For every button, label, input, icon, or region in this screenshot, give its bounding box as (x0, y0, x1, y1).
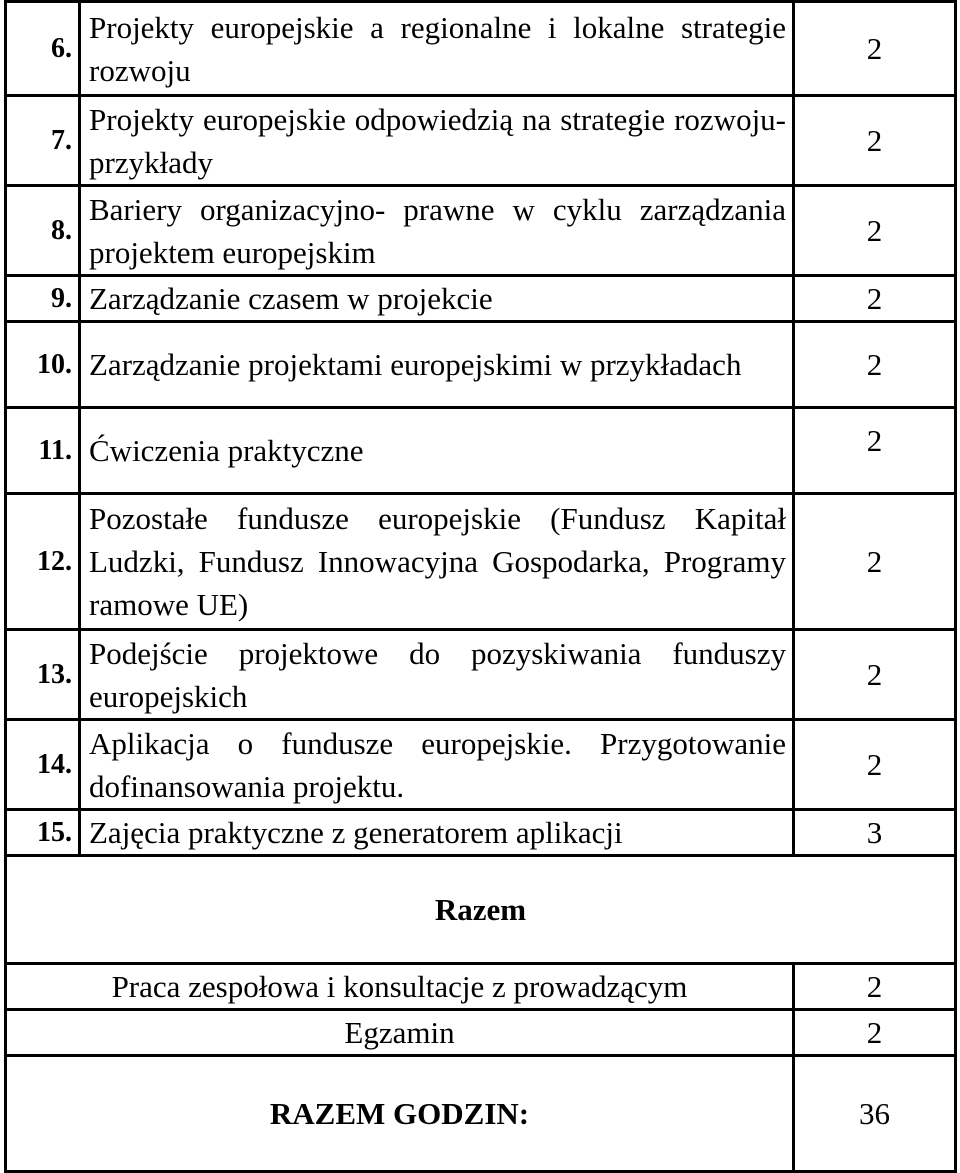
row-topic: Zajęcia praktyczne z generatorem aplikacji (80, 810, 794, 856)
total-row (6, 1056, 956, 1172)
row-topic: Ćwiczenia praktyczne (80, 408, 794, 494)
row-number: 15. (6, 810, 80, 856)
table-row (6, 494, 956, 630)
row-hours: 2 (794, 96, 956, 186)
row-number: 10. (6, 322, 80, 408)
egzamin-hours: 2 (794, 1010, 956, 1056)
row-topic: Aplikacja o fundusze europejskie. Przygotowanie dofinansowania projektu. (80, 720, 794, 810)
praca-row (6, 964, 956, 1010)
row-number: 6. (6, 2, 80, 96)
row-number: 11. (6, 408, 80, 494)
row-number: 13. (6, 630, 80, 720)
row-hours: 2 (794, 276, 956, 322)
row-number: 14. (6, 720, 80, 810)
razem-row (6, 856, 956, 964)
row-number: 7. (6, 96, 80, 186)
total-hours: 36 (794, 1056, 956, 1172)
row-hours: 2 (794, 322, 956, 408)
praca-hours: 2 (794, 964, 956, 1010)
razem-label: Razem (6, 856, 956, 964)
table-row (6, 2, 956, 96)
table-row (6, 720, 956, 810)
curriculum-table (4, 0, 957, 1173)
row-topic: Bariery organizacyjno- prawne w cyklu zarządzania projektem europejskim (80, 186, 794, 276)
table-row (6, 276, 956, 322)
praca-label: Praca zespołowa i konsultacje z prowadzącym (6, 964, 794, 1010)
row-topic: Projekty europejskie odpowiedzią na strategie rozwoju- przykłady (80, 96, 794, 186)
table-row (6, 322, 956, 408)
total-label: RAZEM GODZIN: (6, 1056, 794, 1172)
row-topic: Podejście projektowe do pozyskiwania funduszy europejskich (80, 630, 794, 720)
table-row (6, 630, 956, 720)
row-topic: Zarządzanie czasem w projekcie (80, 276, 794, 322)
table-row (6, 408, 956, 494)
row-hours: 2 (794, 408, 956, 494)
row-hours: 2 (794, 186, 956, 276)
row-topic: Zarządzanie projektami europejskimi w przykładach (80, 322, 794, 408)
table-row (6, 810, 956, 856)
egzamin-row (6, 1010, 956, 1056)
row-hours: 2 (794, 630, 956, 720)
table-row (6, 96, 956, 186)
row-topic: Pozostałe fundusze europejskie (Fundusz Kapitał Ludzki, Fundusz Innowacyjna Gospodarka, Programy ramowe UE) (80, 494, 794, 630)
row-number: 8. (6, 186, 80, 276)
row-hours: 2 (794, 2, 956, 96)
row-hours: 2 (794, 494, 956, 630)
table-row (6, 186, 956, 276)
row-number: 9. (6, 276, 80, 322)
row-topic: Projekty europejskie a regionalne i lokalne strategie rozwoju (80, 2, 794, 96)
row-hours: 3 (794, 810, 956, 856)
row-number: 12. (6, 494, 80, 630)
row-hours: 2 (794, 720, 956, 810)
egzamin-label: Egzamin (6, 1010, 794, 1056)
